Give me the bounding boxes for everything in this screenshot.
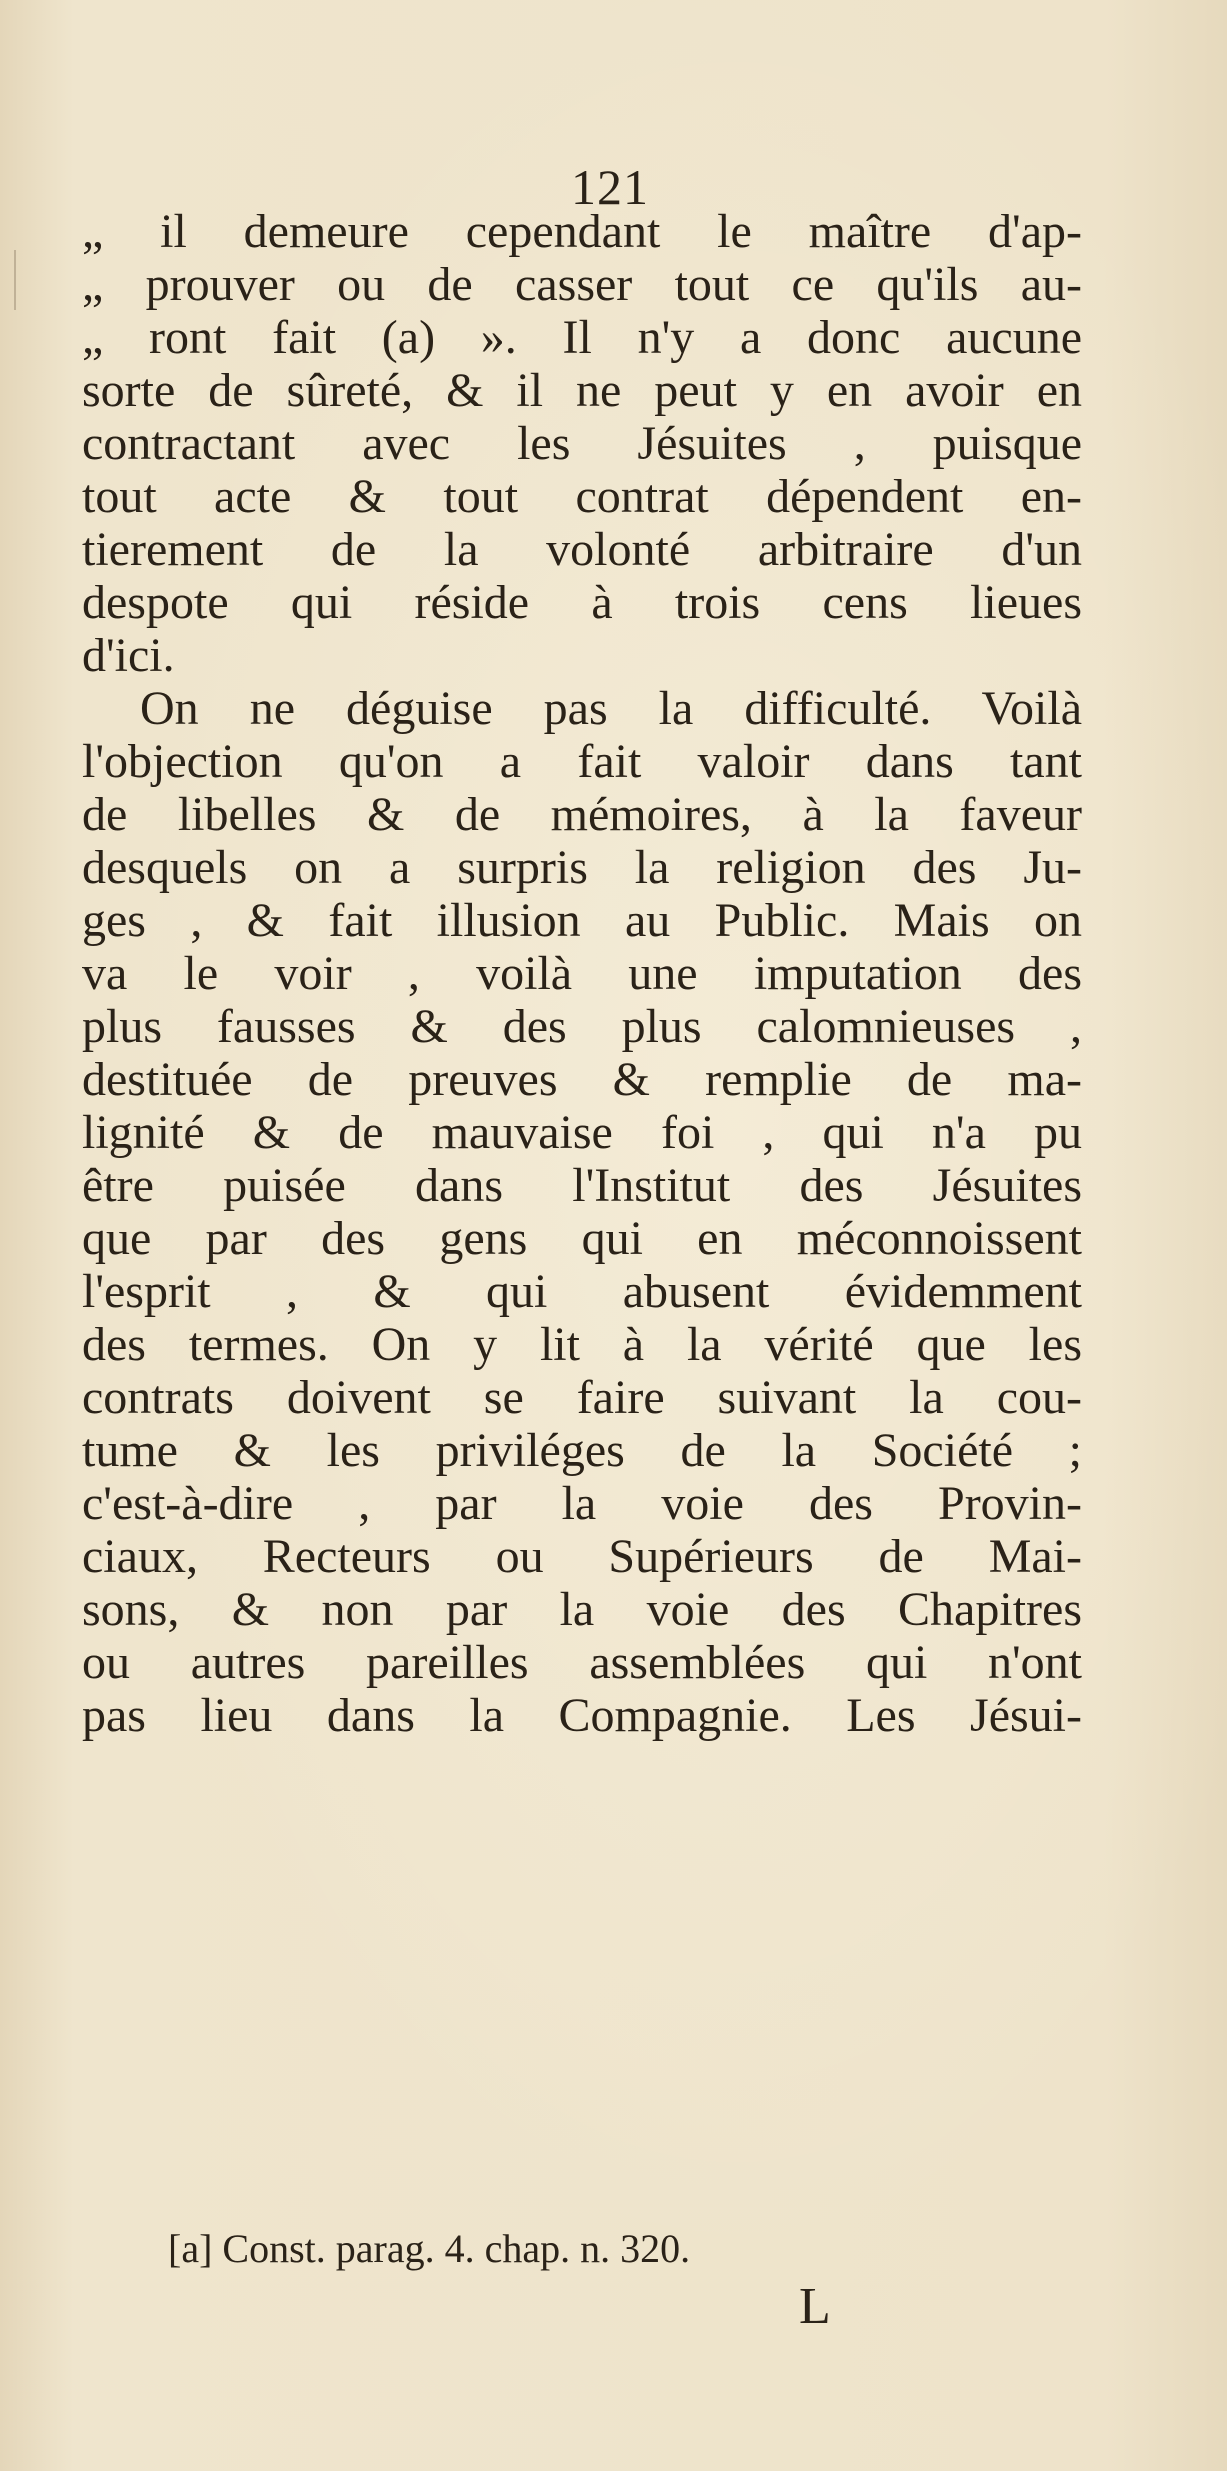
text-line: sorte de sûreté, & il ne peut y en avoir en bbox=[82, 364, 1082, 417]
signature-mark: L bbox=[799, 2278, 831, 2335]
text-line: ou autres pareilles assemblées qui n'ont bbox=[82, 1636, 1082, 1689]
text-line: ges , & fait illusion au Public. Mais on bbox=[82, 894, 1082, 947]
text-line: „ ront fait (a) ». Il n'y a donc aucune bbox=[82, 311, 1082, 364]
text-line: va le voir , voilà une imputation des bbox=[82, 947, 1082, 1000]
text-line: contrats doivent se faire suivant la cou- bbox=[82, 1371, 1082, 1424]
text-line: lignité & de mauvaise foi , qui n'a pu bbox=[82, 1106, 1082, 1159]
text-line: ciaux, Recteurs ou Supérieurs de Mai- bbox=[82, 1530, 1082, 1583]
text-line: plus fausses & des plus calomnieuses , bbox=[82, 1000, 1082, 1053]
text-line: „ il demeure cependant le maître d'ap- bbox=[82, 205, 1082, 258]
text-line: d'ici. bbox=[82, 629, 175, 682]
text-line: pas lieu dans la Compagnie. Les Jésui- bbox=[82, 1689, 1082, 1742]
text-line: de libelles & de mémoires, à la faveur bbox=[82, 788, 1082, 841]
text-line: desquels on a surpris la religion des Ju- bbox=[82, 841, 1082, 894]
text-line: tierement de la volonté arbitraire d'un bbox=[82, 523, 1082, 576]
paragraph-start-line: On ne déguise pas la difficulté. Voilà bbox=[140, 682, 1082, 735]
text-line: c'est-à-dire , par la voie des Provin- bbox=[82, 1477, 1082, 1530]
text-line: que par des gens qui en méconnoissent bbox=[82, 1212, 1082, 1265]
text-line: l'objection qu'on a fait valoir dans tant bbox=[82, 735, 1082, 788]
body-text bbox=[82, 205, 1082, 1742]
text-line: l'esprit , & qui abusent évidemment bbox=[82, 1265, 1082, 1318]
footnote: [a] Const. parag. 4. chap. n. 320. bbox=[168, 2226, 691, 2271]
margin-stain bbox=[14, 250, 16, 310]
text-line: tume & les priviléges de la Société ; bbox=[82, 1424, 1082, 1477]
text-line: des termes. On y lit à la vérité que les bbox=[82, 1318, 1082, 1371]
text-line: contractant avec les Jésuites , puisque bbox=[82, 417, 1082, 470]
text-line: destituée de preuves & remplie de ma- bbox=[82, 1053, 1082, 1106]
text-line: sons, & non par la voie des Chapitres bbox=[82, 1583, 1082, 1636]
text-line: „ prouver ou de casser tout ce qu'ils au- bbox=[82, 258, 1082, 311]
text-line: despote qui réside à trois cens lieues bbox=[82, 576, 1082, 629]
text-line: être puisée dans l'Institut des Jésuites bbox=[82, 1159, 1082, 1212]
text-line: tout acte & tout contrat dépendent en- bbox=[82, 470, 1082, 523]
page-number: 121 bbox=[571, 159, 649, 215]
